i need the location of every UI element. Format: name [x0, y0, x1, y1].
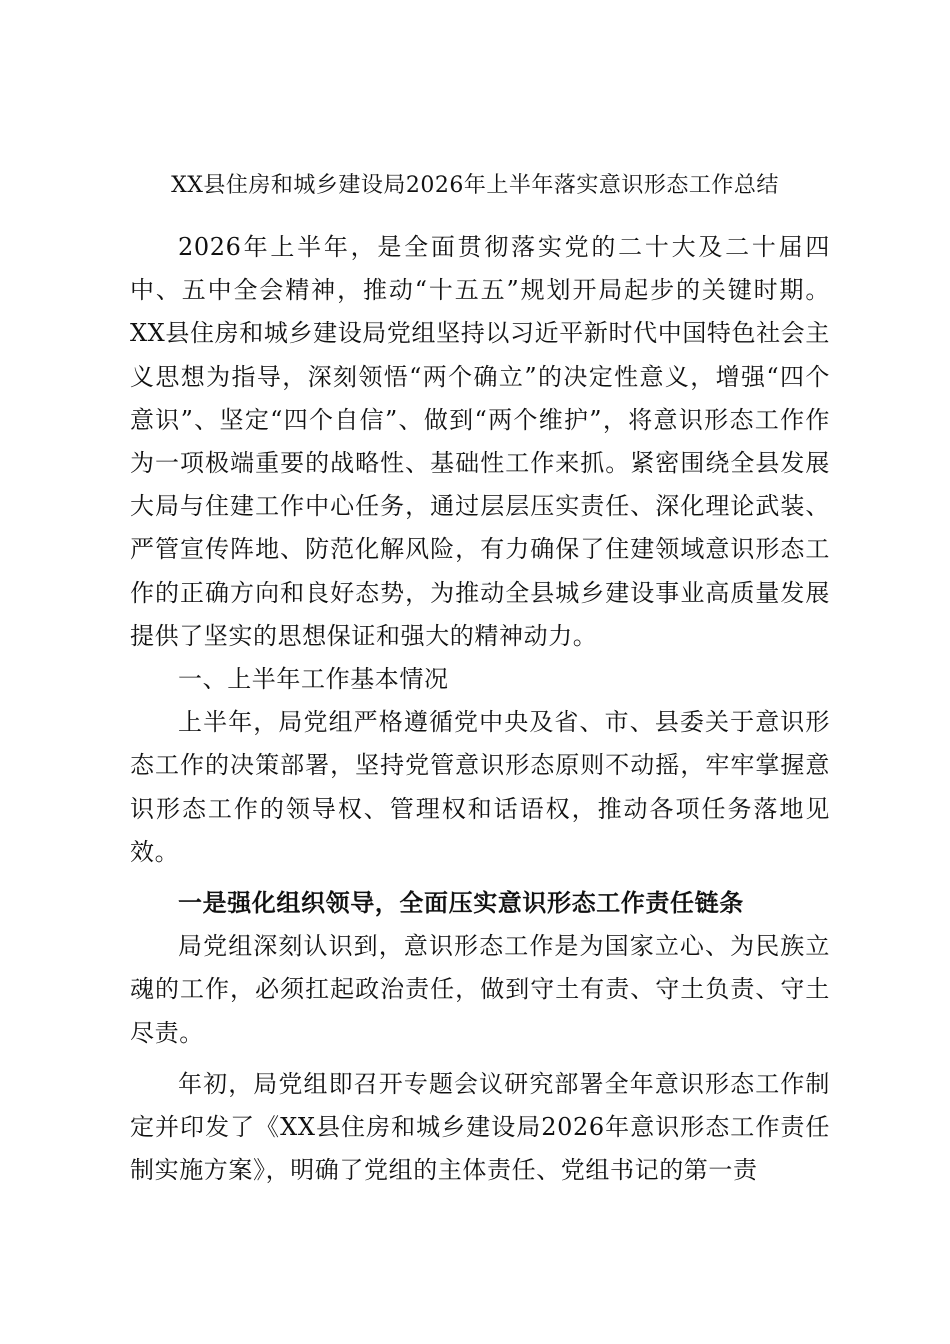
subsection-paragraph: 局党组深刻认识到，意识形态工作是为国家立心、为民族立魂的工作，必须扛起政治责任，做到守土有责、守土负责、守土尽责。 [130, 932, 830, 1047]
subsection-heading: 一是强化组织领导，全面压实意识形态工作责任链条 [178, 889, 744, 918]
document-title: XX县住房和城乡建设局2026年上半年落实意识形态工作总结 [171, 173, 779, 198]
section-paragraph: 上半年，局党组严格遵循党中央及省、市、县委关于意识形态工作的决策部署，坚持党管意识形态原则不动摇，牢牢掌握意识形态工作的领导权、管理权和话语权，推动各项任务落地见效。 [130, 708, 830, 866]
intro-paragraph: 2026年上半年，是全面贯彻落实党的二十大及二十届四中、五中全会精神，推动“十五五”规划开局起步的关键时期。XX县住房和城乡建设局党组坚持以习近平新时代中国特色社会主义思想为指导，深刻领悟“两个确立”的决定性意义，增强“四个意识”、坚定“四个自信”、做到“两个维护”，将意识形态工作作为一项极端重要的战略性、基础性工作来抓。紧密围绕全县发展大局与住建工作中心任务，通过层层压实责任、深化理论武装、严管宣传阵地、防范化解风险，有力确保了住建领域意识形态工作的正确方向和良好态势，为推动全县城乡建设事业高质量发展提供了坚实的思想保证和强大的精神动力。 [130, 233, 830, 650]
document-body [130, 226, 830, 1192]
section-heading: 一、上半年工作基本情况 [178, 665, 449, 694]
subsection-paragraph-2: 年初，局党组即召开专题会议研究部署全年意识形态工作制定并印发了《XX县住房和城乡建设局2026年意识形态工作责任制实施方案》，明确了党组的主体责任、党组书记的第一责 [130, 1069, 830, 1185]
